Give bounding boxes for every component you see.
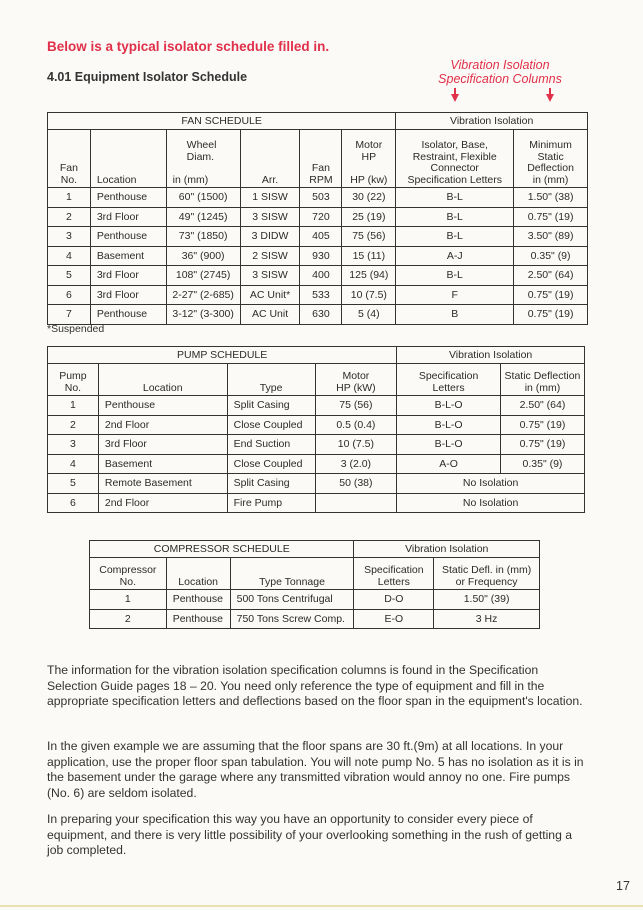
- page-number: 17: [616, 879, 630, 893]
- table-row: [90, 590, 540, 610]
- table-cell: 49" (1245): [166, 207, 240, 227]
- table-row: [48, 435, 585, 455]
- table-cell: 2-27" (2-685): [166, 285, 240, 305]
- table-cell: 5 (4): [342, 305, 396, 325]
- header-location: Location: [166, 558, 230, 590]
- header-spec-letters: Isolator, Base, Restraint, Flexible Connector Specification Letters: [396, 130, 514, 188]
- header-wheel-diam: Wheel Diam. in (mm): [166, 130, 240, 188]
- header-arr: Arr.: [240, 130, 300, 188]
- table-cell: 2: [48, 415, 99, 435]
- table-cell: End Suction: [227, 435, 315, 455]
- header-motor-hp: Motor HP HP (kw): [342, 130, 396, 188]
- table-cell: 36" (900): [166, 246, 240, 266]
- header-type-tonnage: Type Tonnage: [230, 558, 354, 590]
- page-heading: Below is a typical isolator schedule filled in.: [47, 39, 330, 54]
- fan-vibration-title: Vibration Isolation: [396, 113, 588, 130]
- table-row: [48, 454, 585, 474]
- table-cell: Penthouse: [98, 396, 227, 416]
- table-cell: Fire Pump: [227, 493, 315, 513]
- table-cell: 5: [48, 474, 99, 494]
- table-cell: 10 (7.5): [315, 435, 397, 455]
- table-cell: Penthouse: [166, 590, 230, 610]
- table-cell: Basement: [90, 246, 166, 266]
- table-cell: 2.50" (64): [500, 396, 584, 416]
- header-spec-letters: Specification Letters: [397, 364, 501, 396]
- table-row: [48, 227, 588, 247]
- table-cell: 1 SISW: [240, 188, 300, 208]
- table-cell: 3: [48, 227, 91, 247]
- table-cell: 2 SISW: [240, 246, 300, 266]
- table-cell: 6: [48, 493, 99, 513]
- table-cell: [315, 493, 397, 513]
- table-cell: 2: [48, 207, 91, 227]
- table-row: [48, 266, 588, 286]
- table-cell: AC Unit: [240, 305, 300, 325]
- paragraph-floor-spans: In the given example we are assuming that the floor spans are 30 ft.(9m) at all locations. In your application, use the proper floor span tabulation. You will note pump No. 5 has no isolation as it is in the basement under the garage where any transmitted vibration would annoy no one. Fire pumps (No. 6) are seldom isolated.: [47, 739, 584, 800]
- bottom-edge-rule: [0, 905, 643, 907]
- table-row: [48, 474, 585, 494]
- table-cell: 3 (2.0): [315, 454, 397, 474]
- table-cell: 15 (11): [342, 246, 396, 266]
- table-cell: 73" (1850): [166, 227, 240, 247]
- table-cell: No Isolation: [397, 474, 585, 494]
- arrow-down-icon: [451, 88, 459, 102]
- table-cell: 0.35" (9): [500, 454, 584, 474]
- header-pump-no: Pump No.: [48, 364, 99, 396]
- table-row: [48, 305, 588, 325]
- compressor-vibration-title: Vibration Isolation: [354, 541, 540, 558]
- table-cell: 3.50" (89): [514, 227, 588, 247]
- header-location: Location: [98, 364, 227, 396]
- table-cell: 3 Hz: [434, 609, 540, 629]
- table-cell: 533: [300, 285, 342, 305]
- table-cell: 0.5 (0.4): [315, 415, 397, 435]
- table-cell: 2nd Floor: [98, 415, 227, 435]
- table-cell: 3rd Floor: [98, 435, 227, 455]
- vibration-columns-note: [430, 58, 570, 86]
- table-cell: D-O: [354, 590, 434, 610]
- table-cell: Penthouse: [90, 188, 166, 208]
- fan-schedule-title: FAN SCHEDULE: [48, 113, 396, 130]
- vib-note-line-2: Specification Columns: [438, 72, 562, 86]
- header-motor-hp: Motor HP (kW): [315, 364, 397, 396]
- paragraph-specification-info: The information for the vibration isolation specification columns is found in the Specification Selection Guide pages 18 – 20. You need only reference the type of equipment and fill in the appropriate specification letters and deflections based on the floor span in the equipment's location.: [47, 663, 583, 708]
- header-fan-no: Fan No.: [48, 130, 91, 188]
- table-cell: 3rd Floor: [90, 266, 166, 286]
- table-cell: 500 Tons Centrifugal: [230, 590, 354, 610]
- table-cell: 3: [48, 435, 99, 455]
- table-cell: 0.75" (19): [514, 305, 588, 325]
- table-cell: 108" (2745): [166, 266, 240, 286]
- table-cell: 5: [48, 266, 91, 286]
- table-row: [48, 396, 585, 416]
- table-row: [48, 285, 588, 305]
- table-cell: Penthouse: [90, 305, 166, 325]
- table-cell: Penthouse: [166, 609, 230, 629]
- vib-note-line-1: Vibration Isolation: [450, 58, 550, 72]
- table-cell: 750 Tons Screw Comp.: [230, 609, 354, 629]
- table-cell: 1.50" (38): [514, 188, 588, 208]
- header-static-defl: Static Defl. in (mm) or Frequency: [434, 558, 540, 590]
- header-fan-rpm: Fan RPM: [300, 130, 342, 188]
- table-cell: Penthouse: [90, 227, 166, 247]
- table-cell: 720: [300, 207, 342, 227]
- header-spec-letters: Specification Letters: [354, 558, 434, 590]
- table-cell: 6: [48, 285, 91, 305]
- table-cell: 2nd Floor: [98, 493, 227, 513]
- table-cell: 75 (56): [315, 396, 397, 416]
- table-cell: A-O: [397, 454, 501, 474]
- table-cell: 3rd Floor: [90, 207, 166, 227]
- table-cell: 0.35" (9): [514, 246, 588, 266]
- header-static-deflection: Static Deflection in (mm): [500, 364, 584, 396]
- fan-schedule-table: [47, 112, 588, 325]
- table-row: [90, 609, 540, 629]
- table-cell: 400: [300, 266, 342, 286]
- table-cell: 3 DIDW: [240, 227, 300, 247]
- table-cell: B-L-O: [397, 435, 501, 455]
- table-cell: 60" (1500): [166, 188, 240, 208]
- table-cell: 7: [48, 305, 91, 325]
- table-cell: B-L-O: [397, 396, 501, 416]
- table-cell: 930: [300, 246, 342, 266]
- table-cell: 1: [48, 188, 91, 208]
- table-cell: 1: [48, 396, 99, 416]
- compressor-schedule-table: [89, 540, 540, 629]
- header-location: Location: [90, 130, 166, 188]
- table-cell: A-J: [396, 246, 514, 266]
- section-title: 4.01 Equipment Isolator Schedule: [47, 70, 248, 84]
- table-cell: 1.50" (39): [434, 590, 540, 610]
- table-row: [48, 415, 585, 435]
- table-cell: Basement: [98, 454, 227, 474]
- table-cell: B-L-O: [397, 415, 501, 435]
- table-cell: 3 SISW: [240, 266, 300, 286]
- table-cell: 30 (22): [342, 188, 396, 208]
- table-cell: Split Casing: [227, 396, 315, 416]
- table-cell: E-O: [354, 609, 434, 629]
- paragraph-preparing-spec: In preparing your specification this way you have an opportunity to consider every piece of equipment, and there is very little possibility of your overlooking something in the rush of getting a job completed.: [47, 812, 573, 857]
- table-cell: B-L: [396, 188, 514, 208]
- table-cell: 2.50" (64): [514, 266, 588, 286]
- table-cell: AC Unit*: [240, 285, 300, 305]
- table-cell: B-L: [396, 207, 514, 227]
- table-cell: 3rd Floor: [90, 285, 166, 305]
- pump-schedule-table: [47, 346, 585, 513]
- compressor-schedule-title: COMPRESSOR SCHEDULE: [90, 541, 354, 558]
- table-cell: Remote Basement: [98, 474, 227, 494]
- table-cell: Close Coupled: [227, 454, 315, 474]
- table-row: [48, 188, 588, 208]
- table-cell: 3-12" (3-300): [166, 305, 240, 325]
- table-row: [48, 207, 588, 227]
- header-compressor-no: Compressor No.: [90, 558, 167, 590]
- table-cell: 125 (94): [342, 266, 396, 286]
- table-cell: 2: [90, 609, 167, 629]
- table-cell: 405: [300, 227, 342, 247]
- table-cell: 4: [48, 246, 91, 266]
- table-row: [48, 493, 585, 513]
- table-cell: 1: [90, 590, 167, 610]
- table-row: [48, 246, 588, 266]
- table-cell: Split Casing: [227, 474, 315, 494]
- table-cell: 3 SISW: [240, 207, 300, 227]
- table-cell: 0.75" (19): [500, 415, 584, 435]
- table-cell: 75 (56): [342, 227, 396, 247]
- pump-schedule-title: PUMP SCHEDULE: [48, 347, 397, 364]
- table-cell: 10 (7.5): [342, 285, 396, 305]
- table-cell: 25 (19): [342, 207, 396, 227]
- table-cell: 630: [300, 305, 342, 325]
- table-cell: 0.75" (19): [514, 285, 588, 305]
- pump-vibration-title: Vibration Isolation: [397, 347, 585, 364]
- table-cell: F: [396, 285, 514, 305]
- table-cell: 0.75" (19): [514, 207, 588, 227]
- table-cell: 503: [300, 188, 342, 208]
- arrow-down-icon: [546, 88, 554, 102]
- table-cell: B: [396, 305, 514, 325]
- table-cell: Close Coupled: [227, 415, 315, 435]
- table-cell: B-L: [396, 266, 514, 286]
- table-cell: 0.75" (19): [500, 435, 584, 455]
- table-cell: B-L: [396, 227, 514, 247]
- table-cell: 4: [48, 454, 99, 474]
- table-cell: 50 (38): [315, 474, 397, 494]
- header-type: Type: [227, 364, 315, 396]
- header-min-deflection: Minimum Static Deflection in (mm): [514, 130, 588, 188]
- suspended-note: *Suspended: [47, 323, 105, 335]
- table-cell: No Isolation: [397, 493, 585, 513]
